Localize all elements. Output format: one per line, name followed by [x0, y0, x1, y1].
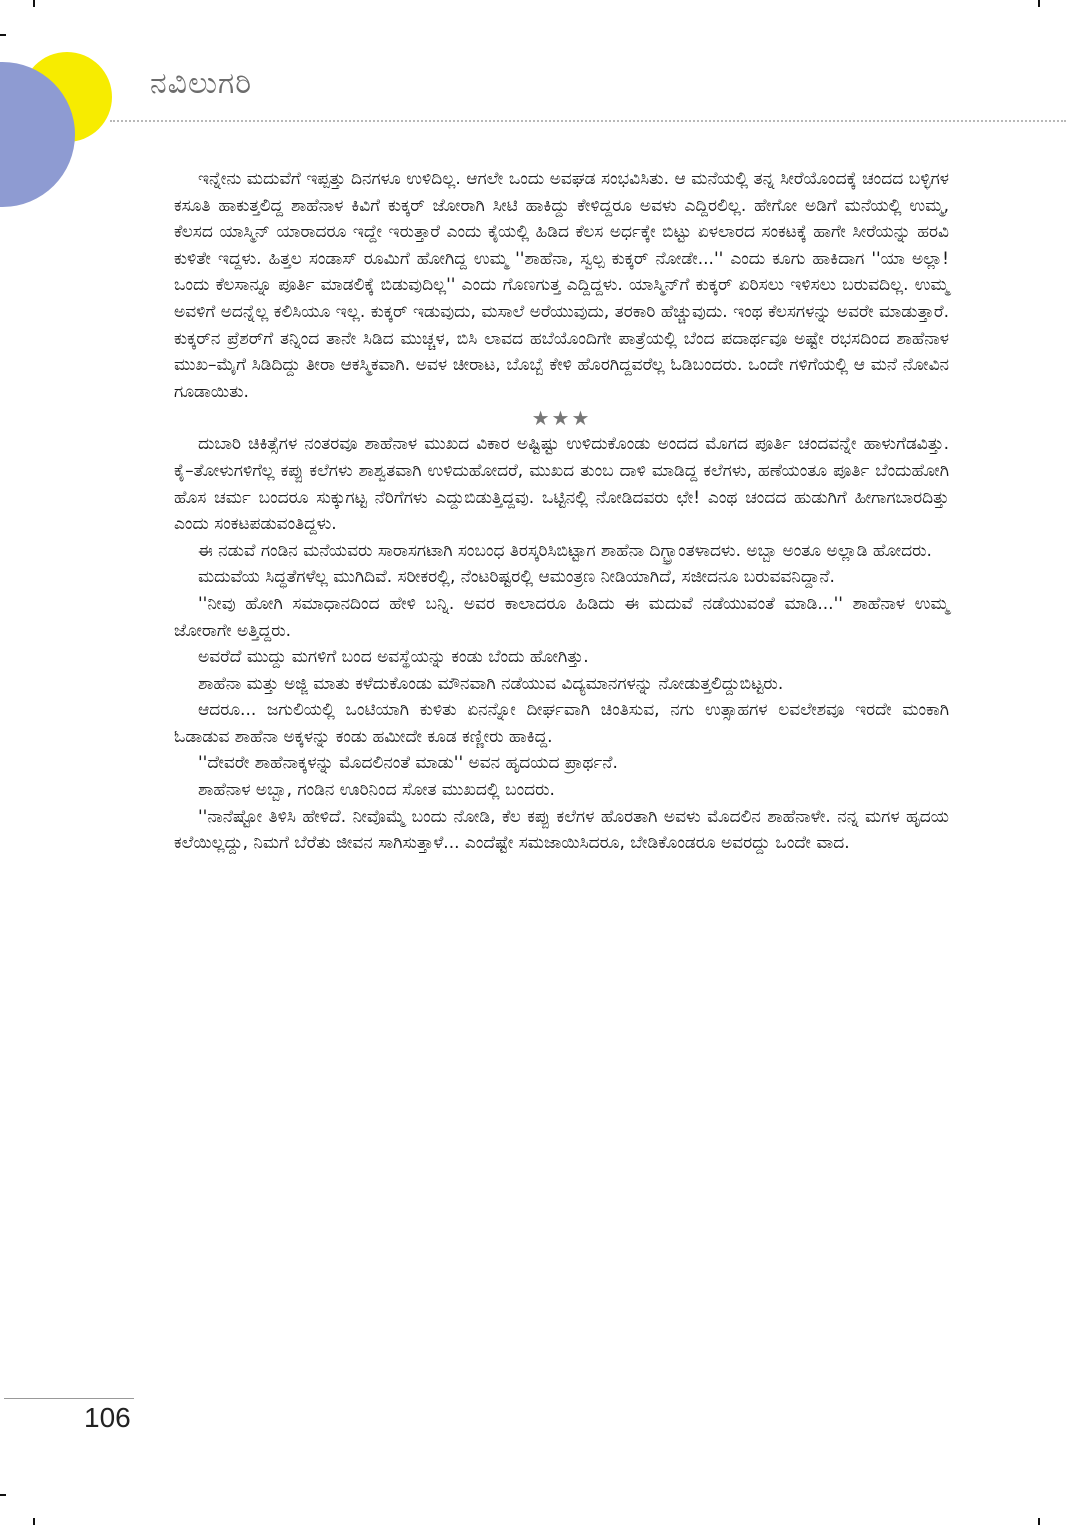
footer-rule	[4, 1398, 134, 1399]
paragraph: ದುಬಾರಿ ಚಿಕಿತ್ಸೆಗಳ ನಂತರವೂ ಶಾಹೆನಾಳ ಮುಖದ ವಿಕಾರ ಅಷ್ಟಿಷ್ಟು ಉಳಿದುಕೊಂಡು ಅಂದದ ಮೊಗದ ಪೂರ್ತಿ ಚಂದವನ್ನೇ ಹಾಳುಗೆಡವಿತ್ತು. ಕೈ–ತೋಳುಗಳಿಗೆಲ್ಲ ಕಪ್ಪು ಕಲೆಗಳು ಶಾಶ್ವತವಾಗಿ ಉಳಿದುಹೋದರೆ, ಮುಖದ ತುಂಬ ದಾಳಿ ಮಾಡಿದ್ದ ಕಲೆಗಳು, ಹಣೆಯಂತೂ ಪೂರ್ತಿ ಬೆಂದುಹೋಗಿ ಹೊಸ ಚರ್ಮ ಬಂದರೂ ಸುಕ್ಕುಗಟ್ಟ ನೆರಿಗೆಗಳು ಎದ್ದುಬಿಡುತ್ತಿದ್ದವು. ಒಟ್ಟಿನಲ್ಲಿ ನೋಡಿದವರು ಛೇ! ಎಂಥ ಚಂದದ ಹುಡುಗಿಗೆ ಹೀಗಾಗಬಾರದಿತ್ತು ಎಂದು ಸಂಕಟಪಡುವಂತಿದ್ದಳು.	[174, 434, 949, 535]
crop-mark-bottom-center	[33, 1518, 35, 1525]
section-break-stars: ★★★	[531, 406, 592, 431]
paragraph: ''ನಾನೆಷ್ಟೋ ತಿಳಿಸಿ ಹೇಳಿದೆ. ನೀವೊಮ್ಮೆ ಬಂದು ನೋಡಿ, ಕೆಲ ಕಪ್ಪು ಕಲೆಗಳ ಹೊರತಾಗಿ ಅವಳು ಮೊದಲಿನ ಶಾಹೆನಾಳೇ. ನನ್ನ ಮಗಳ ಹೃದಯ ಕಲೆಯಿಲ್ಲದ್ದು, ನಿಮಗೆ ಬೆರೆತು ಜೀವನ ಸಾಗಿಸುತ್ತಾಳೆ... ಎಂದೆಷ್ಟೇ ಸಮಜಾಯಿಸಿದರೂ, ಬೇಡಿಕೊಂಡರೂ ಅವರದ್ದು ಒಂದೇ ವಾದ.	[174, 806, 949, 854]
header-dotted-rule	[110, 120, 1066, 122]
paragraph: ಶಾಹೆನಾ ಮತ್ತು ಅಜ್ಜಿ ಮಾತು ಕಳೆದುಕೊಂಡು ಮೌನವಾಗಿ ನಡೆಯುವ ವಿದ್ಯಮಾನಗಳನ್ನು ನೋಡುತ್ತಲಿದ್ದುಬಿಟ್ಟರು.	[198, 673, 784, 694]
paragraph: ''ನೀವು ಹೋಗಿ ಸಮಾಧಾನದಿಂದ ಹೇಳಿ ಬನ್ನಿ. ಅವರ ಕಾಲಾದರೂ ಹಿಡಿದು ಈ ಮದುವೆ ನಡೆಯುವಂತೆ ಮಾಡಿ...'' ಶಾಹೆನಾಳ ಉಮ್ಮ ಜೋರಾಗೇ ಅತ್ತಿದ್ದರು.	[174, 593, 949, 641]
crop-mark-top-left	[0, 34, 6, 36]
crop-mark-bottom-left	[0, 1494, 6, 1496]
body-text	[174, 166, 949, 857]
paragraph: ಮದುವೆಯ ಸಿದ್ಧತೆಗಳೆಲ್ಲ ಮುಗಿದಿವೆ. ಸರೀಕರಲ್ಲಿ, ನೆಂಟರಿಷ್ಟರಲ್ಲಿ ಆಮಂತ್ರಣ ನೀಡಿಯಾಗಿದೆ, ಸಜೀದನೂ ಬರುವವನಿದ್ದಾನೆ.	[198, 567, 835, 588]
paragraph: ಅವರೆದೆ ಮುದ್ದು ಮಗಳಿಗೆ ಬಂದ ಅವಸ್ಥೆಯನ್ನು ಕಂಡು ಬೆಂದು ಹೋಗಿತ್ತು.	[198, 647, 589, 668]
crop-mark-top-center	[33, 0, 35, 7]
running-header-title: ನವಿಲುಗರಿ	[150, 66, 253, 101]
paragraph: ''ದೇವರೇ ಶಾಹೆನಾಕ್ಕಳನ್ನು ಮೊದಲಿನಂತೆ ಮಾಡು'' ಅವನ ಹೃದಯದ ಪ್ರಾರ್ಥನೆ.	[198, 753, 618, 774]
paragraph: ಶಾಹೆನಾಳ ಅಬ್ಬಾ, ಗಂಡಿನ ಊರಿನಿಂದ ಸೋತ ಮುಖದಲ್ಲಿ ಬಂದರು.	[198, 780, 555, 801]
paragraph: ಈ ನಡುವೆ ಗಂಡಿನ ಮನೆಯವರು ಸಾರಾಸಗಟಾಗಿ ಸಂಬಂಧ ತಿರಸ್ಕರಿಸಿಬಿಟ್ಟಾಗ ಶಾಹೆನಾ ದಿಗ್ಭ್ರಾಂತಳಾದಳು. ಅಬ್ಬಾ ಅಂತೂ ಅಲ್ಲಾಡಿ ಹೋದರು.	[198, 540, 932, 561]
page-number: 106	[84, 1402, 131, 1433]
paragraph: ಆದರೂ... ಜಗುಲಿಯಲ್ಲಿ ಒಂಟಿಯಾಗಿ ಕುಳಿತು ಏನನ್ನೋ ದೀರ್ಘವಾಗಿ ಚಿಂತಿಸುವ, ನಗು ಉತ್ಸಾಹಗಳ ಲವಲೇಶವೂ ಇರದೇ ಮಂಕಾಗಿ ಓಡಾಡುವ ಶಾಹೆನಾ ಅಕ್ಕಳನ್ನು ಕಂಡು ಹಮೀದೇ ಕೂಡ ಕಣ್ಣೀರು ಹಾಕಿದ್ದ.	[174, 700, 949, 747]
crop-mark-top-right	[1038, 0, 1040, 7]
crop-mark-bottom-right	[1038, 1518, 1040, 1525]
paragraph: ಇನ್ನೇನು ಮದುವೆಗೆ ಇಪ್ಪತ್ತು ದಿನಗಳೂ ಉಳಿದಿಲ್ಲ. ಆಗಲೇ ಒಂದು ಅವಘಡ ಸಂಭವಿಸಿತು. ಆ ಮನೆಯಲ್ಲಿ ತನ್ನ ಸೀರೆಯೊಂದಕ್ಕೆ ಚಂದದ ಬಳ್ಳಿಗಳ ಕಸೂತಿ ಹಾಕುತ್ತಲಿದ್ದ ಶಾಹೆನಾಳ ಕಿವಿಗೆ ಕುಕ್ಕರ್ ಜೋರಾಗಿ ಸೀಟಿ ಹಾಕಿದ್ದು ಕೇಳಿದ್ದರೂ ಅವಳು ಎದ್ದಿರಲಿಲ್ಲ. ಹೇಗೋ ಅಡಿಗೆ ಮನೆಯಲ್ಲಿ ಉಮ್ಮ, ಕೆಲಸದ ಯಾಸ್ಮಿನ್ ಯಾರಾದರೂ ಇದ್ದೇ ಇರುತ್ತಾರೆ ಎಂದು ಕೈಯಲ್ಲಿ ಹಿಡಿದ ಕೆಲಸ ಅರ್ಧಕ್ಕೇ ಬಿಟ್ಟು ಏಳಲಾರದ ಸಂಕಟಕ್ಕೆ ಹಾಗೇ ಸೀರೆಯನ್ನು ಹರವಿ ಕುಳಿತೇ ಇದ್ದಳು. ಹಿತ್ತಲ ಸಂಡಾಸ್ ರೂಮಿಗೆ ಹೋಗಿದ್ದ ಉಮ್ಮ ''ಶಾಹೆನಾ, ಸ್ವಲ್ಪ ಕುಕ್ಕರ್ ನೋಡೇ...'' ಎಂದು ಕೂಗು ಹಾಕಿದಾಗ ''ಯಾ ಅಲ್ಲಾ! ಒಂದು ಕೆಲಸಾನ್ನೂ ಪೂರ್ತಿ ಮಾಡಲಿಕ್ಕೆ ಬಿಡುವುದಿಲ್ಲ'' ಎಂದು ಗೊಣಗುತ್ತ ಎದ್ದಿದ್ದಳು. ಯಾಸ್ಮಿನ್‌ಗೆ ಕುಕ್ಕರ್ ಏರಿಸಲು ಇಳಿಸಲು ಬರುವದಿಲ್ಲ. ಉಮ್ಮ ಅವಳಿಗೆ ಅದನ್ನೆಲ್ಲ ಕಲಿಸಿಯೂ ಇಲ್ಲ. ಕುಕ್ಕರ್ ಇಡುವುದು, ಮಸಾಲೆ ಅರೆಯುವುದು, ತರಕಾರಿ ಹೆಚ್ಚುವುದು. ಇಂಥ ಕೆಲಸಗಳನ್ನು ಅವರೇ ಮಾಡುತ್ತಾರೆ. ಕುಕ್ಕರ್‌ನ ಪ್ರೆಶರ್‌ಗೆ ತನ್ನಿಂದ ತಾನೇ ಸಿಡಿದ ಮುಚ್ಚಳ, ಬಿಸಿ ಲಾವದ ಹಬೆಯೊಂದಿಗೇ ಪಾತ್ರೆಯಲ್ಲಿ ಬೆಂದ ಪದಾರ್ಥವೂ ಅಷ್ಟೇ ರಭಸದಿಂದ ಶಾಹೆನಾಳ ಮುಖ–ಮೈಗೆ ಸಿಡಿದಿದ್ದು ತೀರಾ ಆಕಸ್ಮಿಕವಾಗಿ. ಅವಳ ಚೀರಾಟ, ಬೊಬ್ಬೆ ಕೇಳಿ ಹೊರಗಿದ್ದವರೆಲ್ಲ ಓಡಿಬಂದರು. ಒಂದೇ ಗಳಿಗೆಯಲ್ಲಿ ಆ ಮನೆ ನೋವಿನ ಗೂಡಾಯಿತು.	[174, 169, 949, 402]
